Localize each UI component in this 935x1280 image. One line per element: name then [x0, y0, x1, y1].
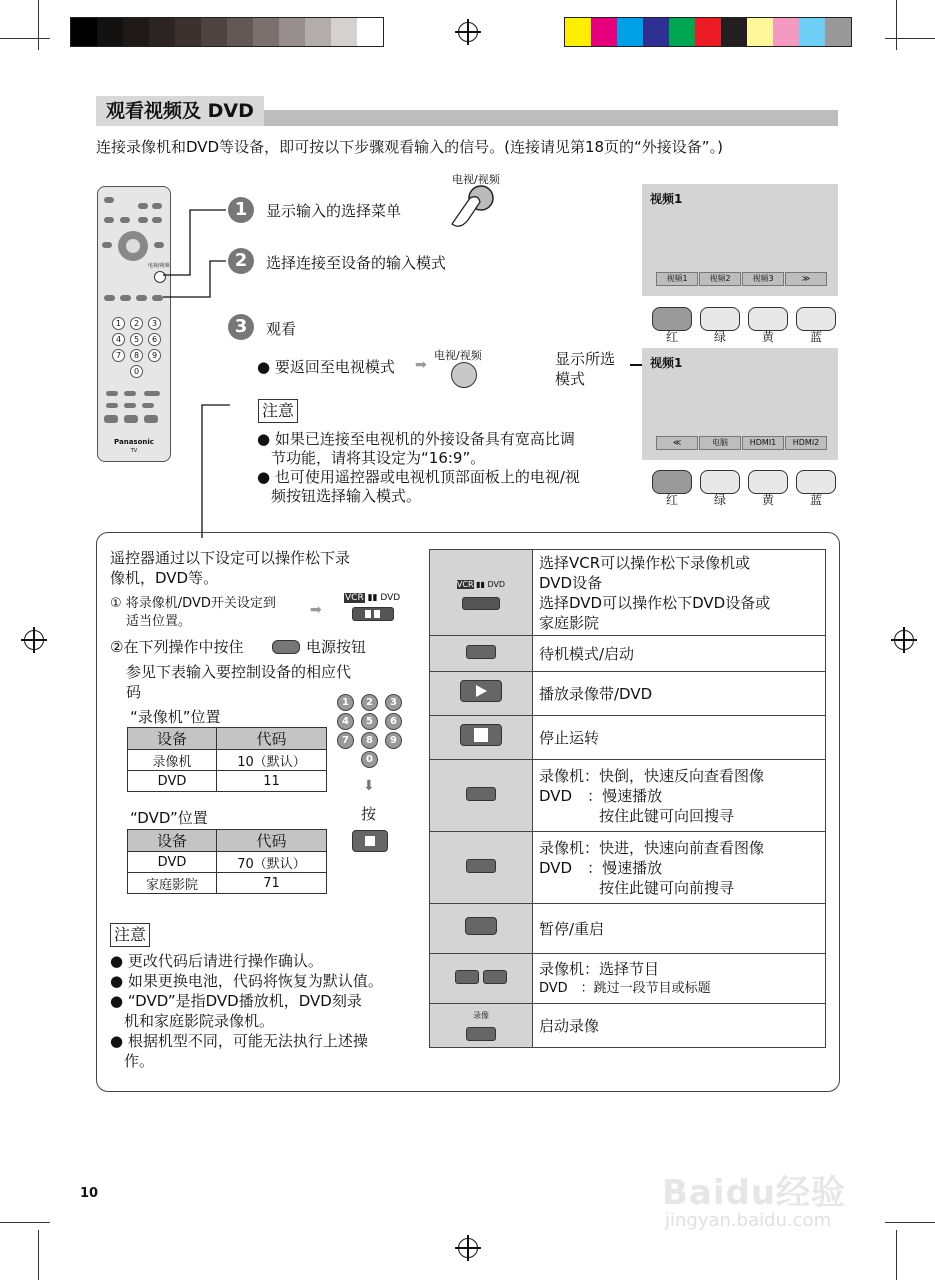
remote-number-button: 2 — [130, 317, 143, 330]
table-cell: DVD — [128, 852, 217, 873]
screen-tab-next[interactable]: ≫ — [785, 272, 827, 286]
panel-heading: 遥控器通过以下设定可以操作松下录 — [110, 549, 351, 567]
remote-tv-av-label: 电视/视频 — [148, 263, 170, 269]
show-mode-label — [555, 349, 615, 389]
skip-forward-icon — [483, 970, 507, 984]
remote-number-button: 5 — [130, 333, 143, 346]
crop-mark — [885, 1222, 935, 1223]
function-icon-cell — [430, 716, 533, 760]
crop-mark — [38, 1230, 39, 1280]
switch-divider: ▮▮ — [367, 593, 378, 603]
function-desc: 待机模式/启动 — [533, 636, 826, 672]
watermark-logo: Baidu经验 — [662, 1173, 847, 1213]
function-desc — [533, 760, 826, 832]
function-desc — [533, 550, 826, 636]
tv-av-button-label: 电视/视频 — [452, 173, 500, 186]
note-label: 注意 — [258, 399, 298, 423]
table-cell: 录像机 — [128, 750, 217, 771]
function-icon-cell — [430, 832, 533, 904]
note-line: 机和家庭影院录像机。 — [124, 1012, 275, 1030]
remote-number-button: 1 — [112, 317, 125, 330]
screen-tab[interactable]: 电脑 — [699, 436, 741, 450]
table-header: 设备 — [128, 830, 217, 852]
panel-heading: 像机，DVD等。 — [110, 569, 219, 587]
step-3-badge: 3 — [228, 314, 254, 340]
stop-button-icon — [352, 830, 388, 852]
number-button-icon: 0 — [361, 751, 378, 768]
watermark-url: jingyan.baidu.com — [665, 1210, 832, 1231]
remote-number-button: 3 — [148, 317, 161, 330]
function-line: 录像机：快倒，快速反向查看图像 — [539, 766, 765, 785]
step-3-text: 观看 — [266, 320, 297, 338]
note-line: ● 如果更换电池，代码将恢复为默认值。 — [110, 972, 383, 990]
note-line: ● 根据机型不同，可能无法执行上述操 — [110, 1032, 368, 1050]
number-button-icon: 4 — [337, 713, 354, 730]
stop-icon — [460, 724, 502, 746]
power-icon — [466, 645, 496, 659]
table-cell: 10（默认） — [217, 750, 327, 771]
function-line: 家庭影院 — [539, 613, 600, 632]
function-icon-cell — [430, 550, 533, 636]
function-line: 按住此键可向回搜寻 — [539, 806, 735, 825]
power-button-icon — [272, 640, 300, 654]
color-button-label: 绿 — [713, 330, 726, 344]
page-number: 10 — [80, 1186, 99, 1201]
panel-step1: 适当位置。 — [126, 614, 192, 629]
rewind-icon — [466, 787, 496, 801]
show-mode-line: 显示所选 — [555, 350, 616, 368]
number-button-icon: 5 — [361, 713, 378, 730]
remote-number-button: 4 — [112, 333, 125, 346]
dvd-label: DVD — [487, 580, 506, 589]
number-button-icon: 9 — [385, 732, 402, 749]
hand-press-icon — [448, 184, 500, 234]
function-line: 选择DVD可以操作松下DVD设备或 — [539, 593, 771, 612]
show-mode-line: 模式 — [555, 370, 586, 388]
function-desc — [533, 832, 826, 904]
function-desc: 暂停/重启 — [533, 904, 826, 954]
panel-step2b: 电源按钮 — [306, 638, 367, 656]
function-desc — [533, 954, 826, 1004]
step-1-badge: 1 — [228, 197, 254, 223]
note-line: ● 也可使用遥控器或电视机顶部面板上的电视/视 — [257, 468, 580, 486]
note-line: 频按钮选择输入模式。 — [271, 487, 422, 505]
vcr-dvd-switch[interactable] — [352, 607, 394, 621]
switch-divider: ▮▮ — [476, 580, 485, 589]
tv-av-button[interactable] — [451, 362, 477, 388]
tv-av-button-label-2: 电视/视频 — [434, 349, 482, 362]
dvd-position-label: “DVD”位置 — [130, 809, 208, 827]
crop-mark — [0, 1222, 50, 1223]
registration-mark-icon — [894, 630, 914, 650]
registration-mark-icon — [458, 1238, 478, 1258]
note-label-2: 注意 — [110, 923, 150, 947]
remote-model: TV — [130, 448, 138, 454]
function-line: 选择VCR可以操作松下录像机或 — [539, 553, 751, 572]
remote-number-button: 8 — [130, 349, 143, 362]
table-cell: DVD — [128, 771, 217, 792]
remote-number-button: 0 — [130, 365, 143, 378]
number-button-icon: 3 — [385, 694, 402, 711]
note-line: ● 更改代码后请进行操作确认。 — [110, 952, 323, 970]
vcr-dvd-switch-icon — [430, 575, 532, 595]
table-cell: 11 — [217, 771, 327, 792]
return-tv-text: ● 要返回至电视模式 — [257, 358, 395, 376]
function-line: DVD ：慢速播放 — [539, 786, 663, 805]
function-table — [429, 549, 826, 1048]
function-icon-cell — [430, 954, 533, 1004]
panel-step1: ① 将录像机/DVD开关设定到 — [110, 596, 276, 611]
record-label: 录像 — [473, 1010, 489, 1020]
screen-selected-mode — [642, 348, 838, 460]
panel-step2c: 参见下表输入要控制设备的相应代 — [126, 663, 352, 681]
remote-number-button: 6 — [148, 333, 161, 346]
number-button-icon: 6 — [385, 713, 402, 730]
remote-number-button: 7 — [112, 349, 125, 362]
note-line: ● 如果已连接至电视机的外接设备具有宽高比调 — [257, 430, 575, 448]
table-cell: 70（默认） — [217, 852, 327, 873]
color-button-label: 红 — [665, 493, 678, 507]
crop-mark — [896, 1230, 897, 1280]
function-line: 按住此键可向前搜寻 — [539, 878, 735, 897]
function-line: 录像机：选择节目 — [539, 959, 660, 978]
remote-brand: Panasonic — [114, 438, 154, 446]
function-icon-cell — [430, 672, 533, 716]
dvd-code-table — [127, 829, 327, 894]
record-icon — [466, 1027, 496, 1041]
function-desc: 停止运转 — [533, 716, 826, 760]
screen-tab[interactable]: HDMI2 — [785, 436, 827, 450]
page-title: 观看视频及 DVD — [96, 96, 264, 126]
table-cell: 家庭影院 — [128, 873, 217, 894]
note-line: 节功能，请将其设定为“16:9”。 — [271, 449, 486, 467]
function-icon-cell — [430, 760, 533, 832]
function-line: 录像机：快进，快速向前查看图像 — [539, 838, 765, 857]
note-line: ● “DVD”是指DVD播放机，DVD刻录 — [110, 992, 362, 1010]
dvd-label: DVD — [380, 593, 401, 603]
color-button-label: 红 — [665, 330, 678, 344]
table-header: 代码 — [217, 830, 327, 852]
intro-text: 连接录像机和DVD等设备，即可按以下步骤观看输入的信号。(连接请见第18页的“外接设备”。) — [96, 138, 723, 156]
panel-step2: ②在下列操作中按住 — [110, 638, 244, 656]
table-cell: 71 — [217, 873, 327, 894]
number-button-icon: 8 — [361, 732, 378, 749]
step-2-badge: 2 — [228, 248, 254, 274]
color-button-label: 绿 — [713, 493, 726, 507]
screen-input-label: 视频1 — [650, 192, 683, 206]
vcr-dvd-switch-label — [344, 593, 400, 603]
arrow-right-icon: ➡ — [310, 602, 322, 618]
function-line: DVD ：跳过一段节目或标题 — [539, 980, 711, 996]
vcr-label: VCR — [345, 593, 364, 603]
step-1-text: 显示输入的选择菜单 — [266, 202, 402, 220]
screen-mode-label: 视频1 — [650, 356, 683, 370]
screen-tab[interactable]: 视频3 — [742, 272, 784, 286]
table-header: 设备 — [128, 728, 217, 750]
number-button-icon: 1 — [337, 694, 354, 711]
registration-mark-icon — [24, 630, 44, 650]
vcr-position-label: “录像机”位置 — [130, 708, 221, 726]
vcr-code-table — [127, 727, 327, 792]
screen-tab[interactable]: 视频2 — [699, 272, 741, 286]
arrow-right-icon: ➡ — [415, 357, 427, 373]
function-line: DVD ：慢速播放 — [539, 858, 663, 877]
table-header: 代码 — [217, 728, 327, 750]
fast-forward-icon — [466, 859, 496, 873]
function-icon-cell — [430, 636, 533, 672]
function-line: DVD设备 — [539, 573, 603, 592]
screen-input-menu — [642, 184, 838, 296]
screen-tab[interactable]: HDMI1 — [742, 436, 784, 450]
number-button-icon: 7 — [337, 732, 354, 749]
function-icon-cell — [430, 1004, 533, 1048]
color-button-label: 黄 — [761, 330, 774, 344]
play-icon — [460, 680, 502, 702]
screen-tab-prev[interactable]: ≪ — [656, 436, 698, 450]
function-desc: 播放录像带/DVD — [533, 672, 826, 716]
function-desc: 启动录像 — [533, 1004, 826, 1048]
remote-number-button: 9 — [148, 349, 161, 362]
skip-back-icon — [455, 970, 479, 984]
panel-step2c: 码 — [126, 683, 142, 701]
vcr-label: VCR — [456, 580, 474, 589]
note-line: 作。 — [124, 1052, 155, 1070]
arrow-down-icon: ⬇ — [363, 778, 375, 794]
color-button-label: 蓝 — [809, 493, 822, 507]
number-button-icon: 2 — [361, 694, 378, 711]
color-button-label: 黄 — [761, 493, 774, 507]
press-label: 按 — [361, 805, 377, 823]
step-2-text: 选择连接至设备的输入模式 — [266, 254, 447, 272]
pause-icon — [465, 917, 497, 935]
function-icon-cell — [430, 904, 533, 954]
screen-tab[interactable]: 视频1 — [656, 272, 698, 286]
color-button-label: 蓝 — [809, 330, 822, 344]
